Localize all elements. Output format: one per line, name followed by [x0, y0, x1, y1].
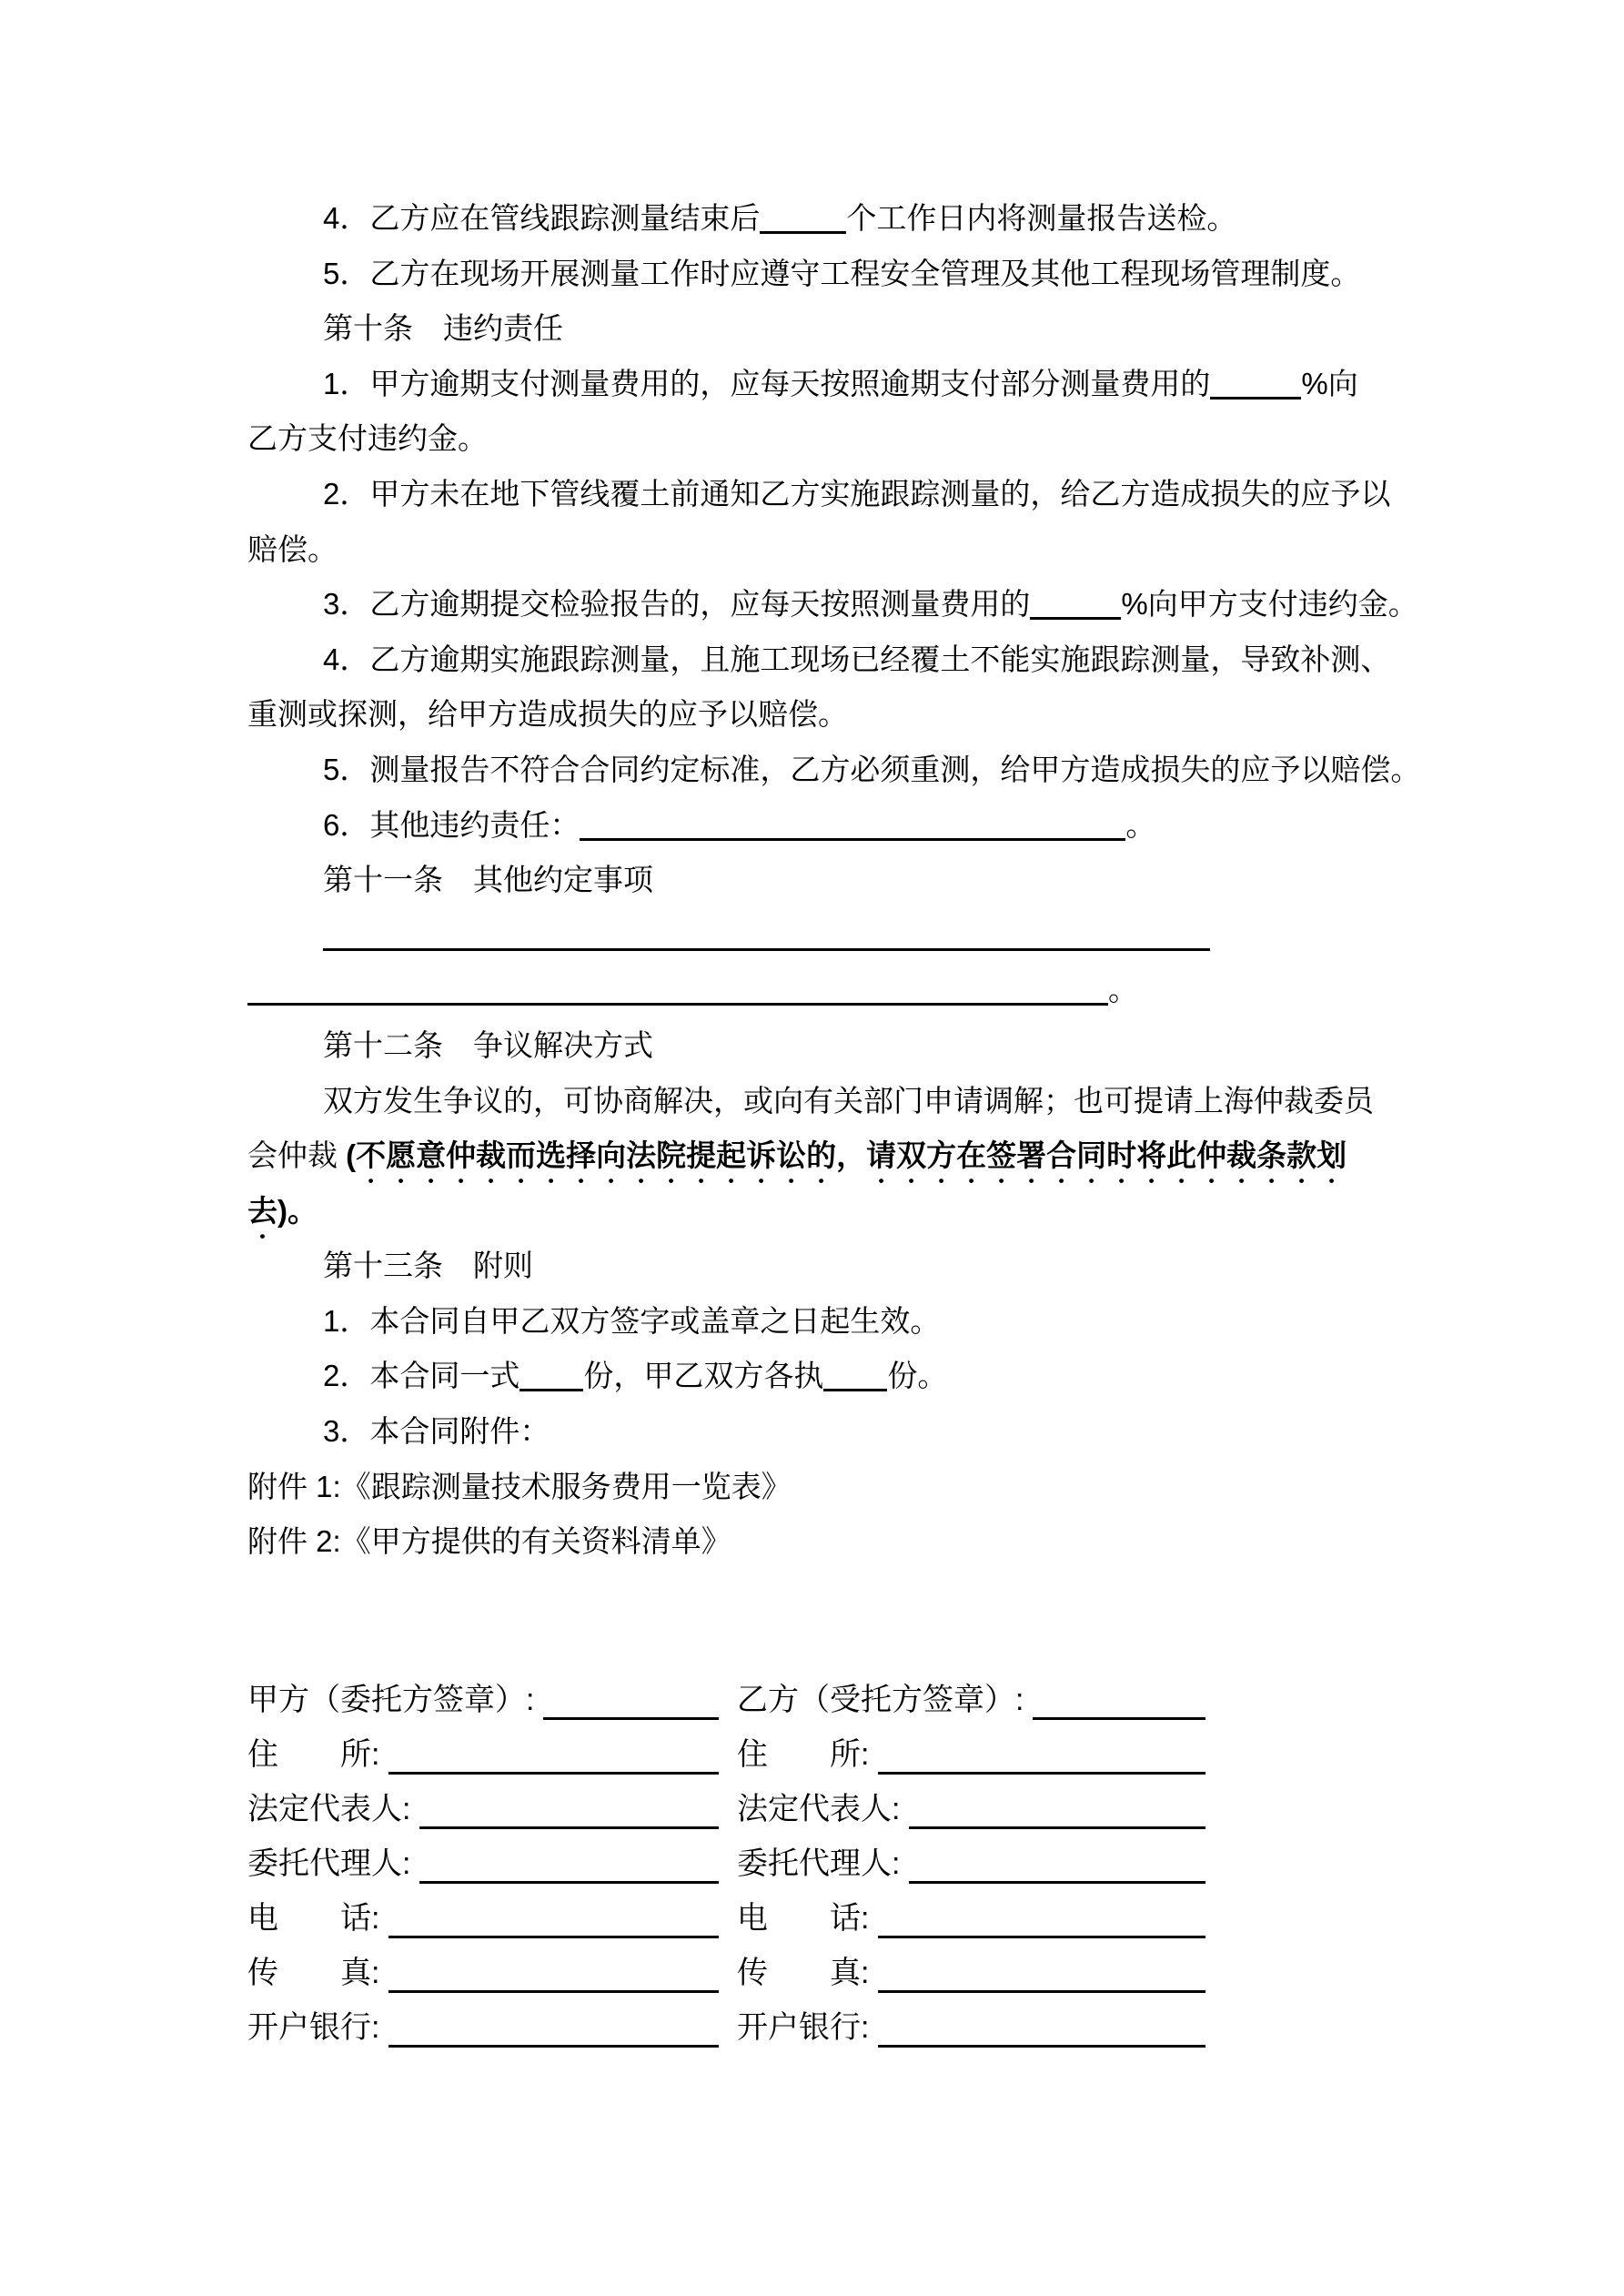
blank-underline: [878, 2045, 1205, 2048]
text-line: [247, 1018, 1594, 1074]
blank-underline: [580, 838, 1125, 841]
text-segment: 附件 1:《跟踪测量技术服务费用一览表》: [247, 1469, 792, 1503]
blank-underline: [878, 1990, 1205, 1993]
signature-cell-party-b: [737, 1891, 1205, 1946]
signature-label: 电 话:: [737, 1901, 870, 1936]
blank-underline: [323, 948, 1210, 951]
blank-underline: [1210, 397, 1301, 400]
signature-label: 甲方（委托方签章）:: [247, 1683, 535, 1717]
blank-underline: [419, 1826, 719, 1829]
signature-cell-party-a: [247, 2000, 719, 2055]
signature-cell-party-a: [247, 1727, 719, 1782]
body-lines: [247, 191, 1594, 1570]
blank-underline: [543, 1717, 719, 1720]
text-segment: 2．本合同一式: [323, 1359, 520, 1393]
text-line: [247, 247, 1594, 302]
text-segment: 6．其他违约责任：: [323, 807, 580, 842]
text-segment: 5．测量报告不符合合同约定标准，乙方必须重测，给甲方造成损失的应予以赔偿。: [323, 752, 1421, 786]
text-line: [247, 1184, 1594, 1239]
signature-cell-party-a: [247, 1891, 719, 1946]
text-line: [247, 1404, 1594, 1460]
text-segment: 1．甲方逾期支付测量费用的，应每天按照逾期支付部分测量费用的: [323, 366, 1211, 400]
blank-underline: [247, 1003, 1108, 1006]
text-line: [247, 411, 1594, 467]
text-line: [247, 467, 1594, 522]
text-segment: 5．乙方在现场开展测量工作时应遵守工程安全管理及其他工程现场管理制度。: [323, 256, 1361, 290]
bold-text: 。: [287, 1193, 318, 1228]
text-line: [247, 1128, 1594, 1184]
text-line: [247, 687, 1594, 743]
text-line: [247, 1514, 1594, 1570]
signature-label: 住 所:: [737, 1737, 870, 1772]
text-line: [247, 1074, 1594, 1129]
signature-label: 传 真:: [247, 1956, 380, 1990]
text-segment: 第十一条 其他约定事项: [323, 863, 653, 897]
text-line: [247, 632, 1594, 688]
text-segment: 第十三条 附则: [323, 1249, 533, 1283]
blank-underline: [519, 1389, 583, 1391]
text-segment: 附件 2:《甲方提供的有关资料清单》: [247, 1524, 731, 1559]
blank-underline: [1030, 617, 1121, 620]
text-line: [247, 963, 1594, 1018]
blank-underline: [878, 1772, 1205, 1775]
text-segment: 。: [1108, 973, 1138, 1007]
blank-underline: [760, 231, 846, 234]
text-segment: 重测或探测，给甲方造成损失的应予以赔偿。: [247, 697, 848, 732]
text-line: [247, 1294, 1594, 1350]
blank-underline: [909, 1826, 1205, 1829]
text-segment: 第十条 违约责任: [323, 311, 563, 346]
text-segment: %向甲方支付违约金。: [1121, 587, 1418, 622]
signature-row: [247, 2000, 1205, 2055]
signature-cell-party-b: [737, 1836, 1205, 1891]
signature-cell-party-b: [737, 2000, 1205, 2055]
signature-label: 传 真:: [737, 1956, 870, 1990]
blank-underline: [388, 1772, 719, 1775]
signature-label: 法定代表人:: [247, 1792, 411, 1826]
blank-underline: [823, 1389, 887, 1391]
signature-label: 开户银行:: [737, 2010, 870, 2045]
text-line: [247, 1239, 1594, 1294]
signature-label: 委托代理人:: [247, 1846, 411, 1881]
text-line: [247, 743, 1594, 798]
blank-underline: [878, 1936, 1205, 1938]
signature-row: [247, 1727, 1205, 1782]
text-segment: 3．本合同附件：: [323, 1414, 550, 1449]
signature-cell-party-a: [247, 1836, 719, 1891]
text-line: [247, 577, 1594, 632]
signature-label: 委托代理人:: [737, 1846, 901, 1881]
signature-row: [247, 1673, 1205, 1727]
blank-underline: [388, 1990, 719, 1993]
blank-underline: [388, 1936, 719, 1938]
text-line: [247, 522, 1594, 578]
signature-cell-party-b: [737, 1782, 1205, 1836]
text-line: [247, 1349, 1594, 1404]
text-segment: 份，甲乙双方各执: [583, 1359, 824, 1393]
signature-row: [247, 1836, 1205, 1891]
text-segment: 4．乙方应在管线跟踪测量结束后: [323, 201, 761, 235]
signature-cell-party-a: [247, 1946, 719, 2000]
text-line: [247, 191, 1594, 247]
signature-label: 开户银行:: [247, 2010, 380, 2045]
text-segment: %向: [1301, 366, 1358, 400]
text-segment: 会仲裁: [247, 1138, 347, 1173]
signature-cell-party-b: [737, 1673, 1205, 1727]
signature-row: [247, 1946, 1205, 2000]
signature-row: [247, 1782, 1205, 1836]
text-segment: 双方发生争议的，可协商解决，或向有关部门申请调解；也可提请上海仲裁委员: [323, 1083, 1374, 1118]
text-segment: 3．乙方逾期提交检验报告的，应每天按照测量费用的: [323, 587, 1031, 622]
text-line: [247, 908, 1594, 964]
signature-cell-party-b: [737, 1727, 1205, 1782]
signature-block: [247, 1673, 1205, 2055]
signature-cell-party-a: [247, 1673, 719, 1727]
text-segment: 赔偿。: [247, 531, 338, 566]
text-line: [247, 853, 1594, 908]
bold-emphasized-text: (不愿意仲裁而选择向法院提起诉讼的，请双方在签署合同时将此仲裁条款划: [346, 1138, 1347, 1173]
text-line: [247, 798, 1594, 854]
text-segment: 2．甲方未在地下管线覆土前通知乙方实施跟踪测量的，给乙方造成损失的应予以: [323, 476, 1391, 511]
text-segment: 份。: [887, 1359, 948, 1393]
signature-cell-party-b: [737, 1946, 1205, 2000]
text-segment: 1．本合同自甲乙双方签字或盖章之日起生效。: [323, 1303, 941, 1338]
bold-emphasized-text: 去): [247, 1193, 287, 1228]
text-line: [247, 357, 1594, 412]
text-segment: 。: [1125, 807, 1156, 842]
text-line: [247, 1460, 1594, 1515]
text-segment: 个工作日内将测量报告送检。: [846, 201, 1237, 235]
signature-label: 电 话:: [247, 1901, 380, 1936]
signature-label: 乙方（受托方签章）:: [737, 1683, 1024, 1717]
text-line: [247, 301, 1594, 357]
text-segment: 乙方支付违约金。: [247, 421, 488, 456]
signature-cell-party-a: [247, 1782, 719, 1836]
text-segment: 4．乙方逾期实施跟踪测量，且施工现场已经覆土不能实施跟踪测量，导致补测、: [323, 642, 1391, 676]
signature-label: 法定代表人:: [737, 1792, 901, 1826]
text-segment: 第十二条 争议解决方式: [323, 1027, 653, 1062]
blank-underline: [909, 1881, 1205, 1884]
blank-underline: [1033, 1717, 1205, 1720]
blank-underline: [388, 2045, 719, 2048]
signature-label: 住 所:: [247, 1737, 380, 1772]
signature-row: [247, 1891, 1205, 1946]
blank-underline: [419, 1881, 719, 1884]
